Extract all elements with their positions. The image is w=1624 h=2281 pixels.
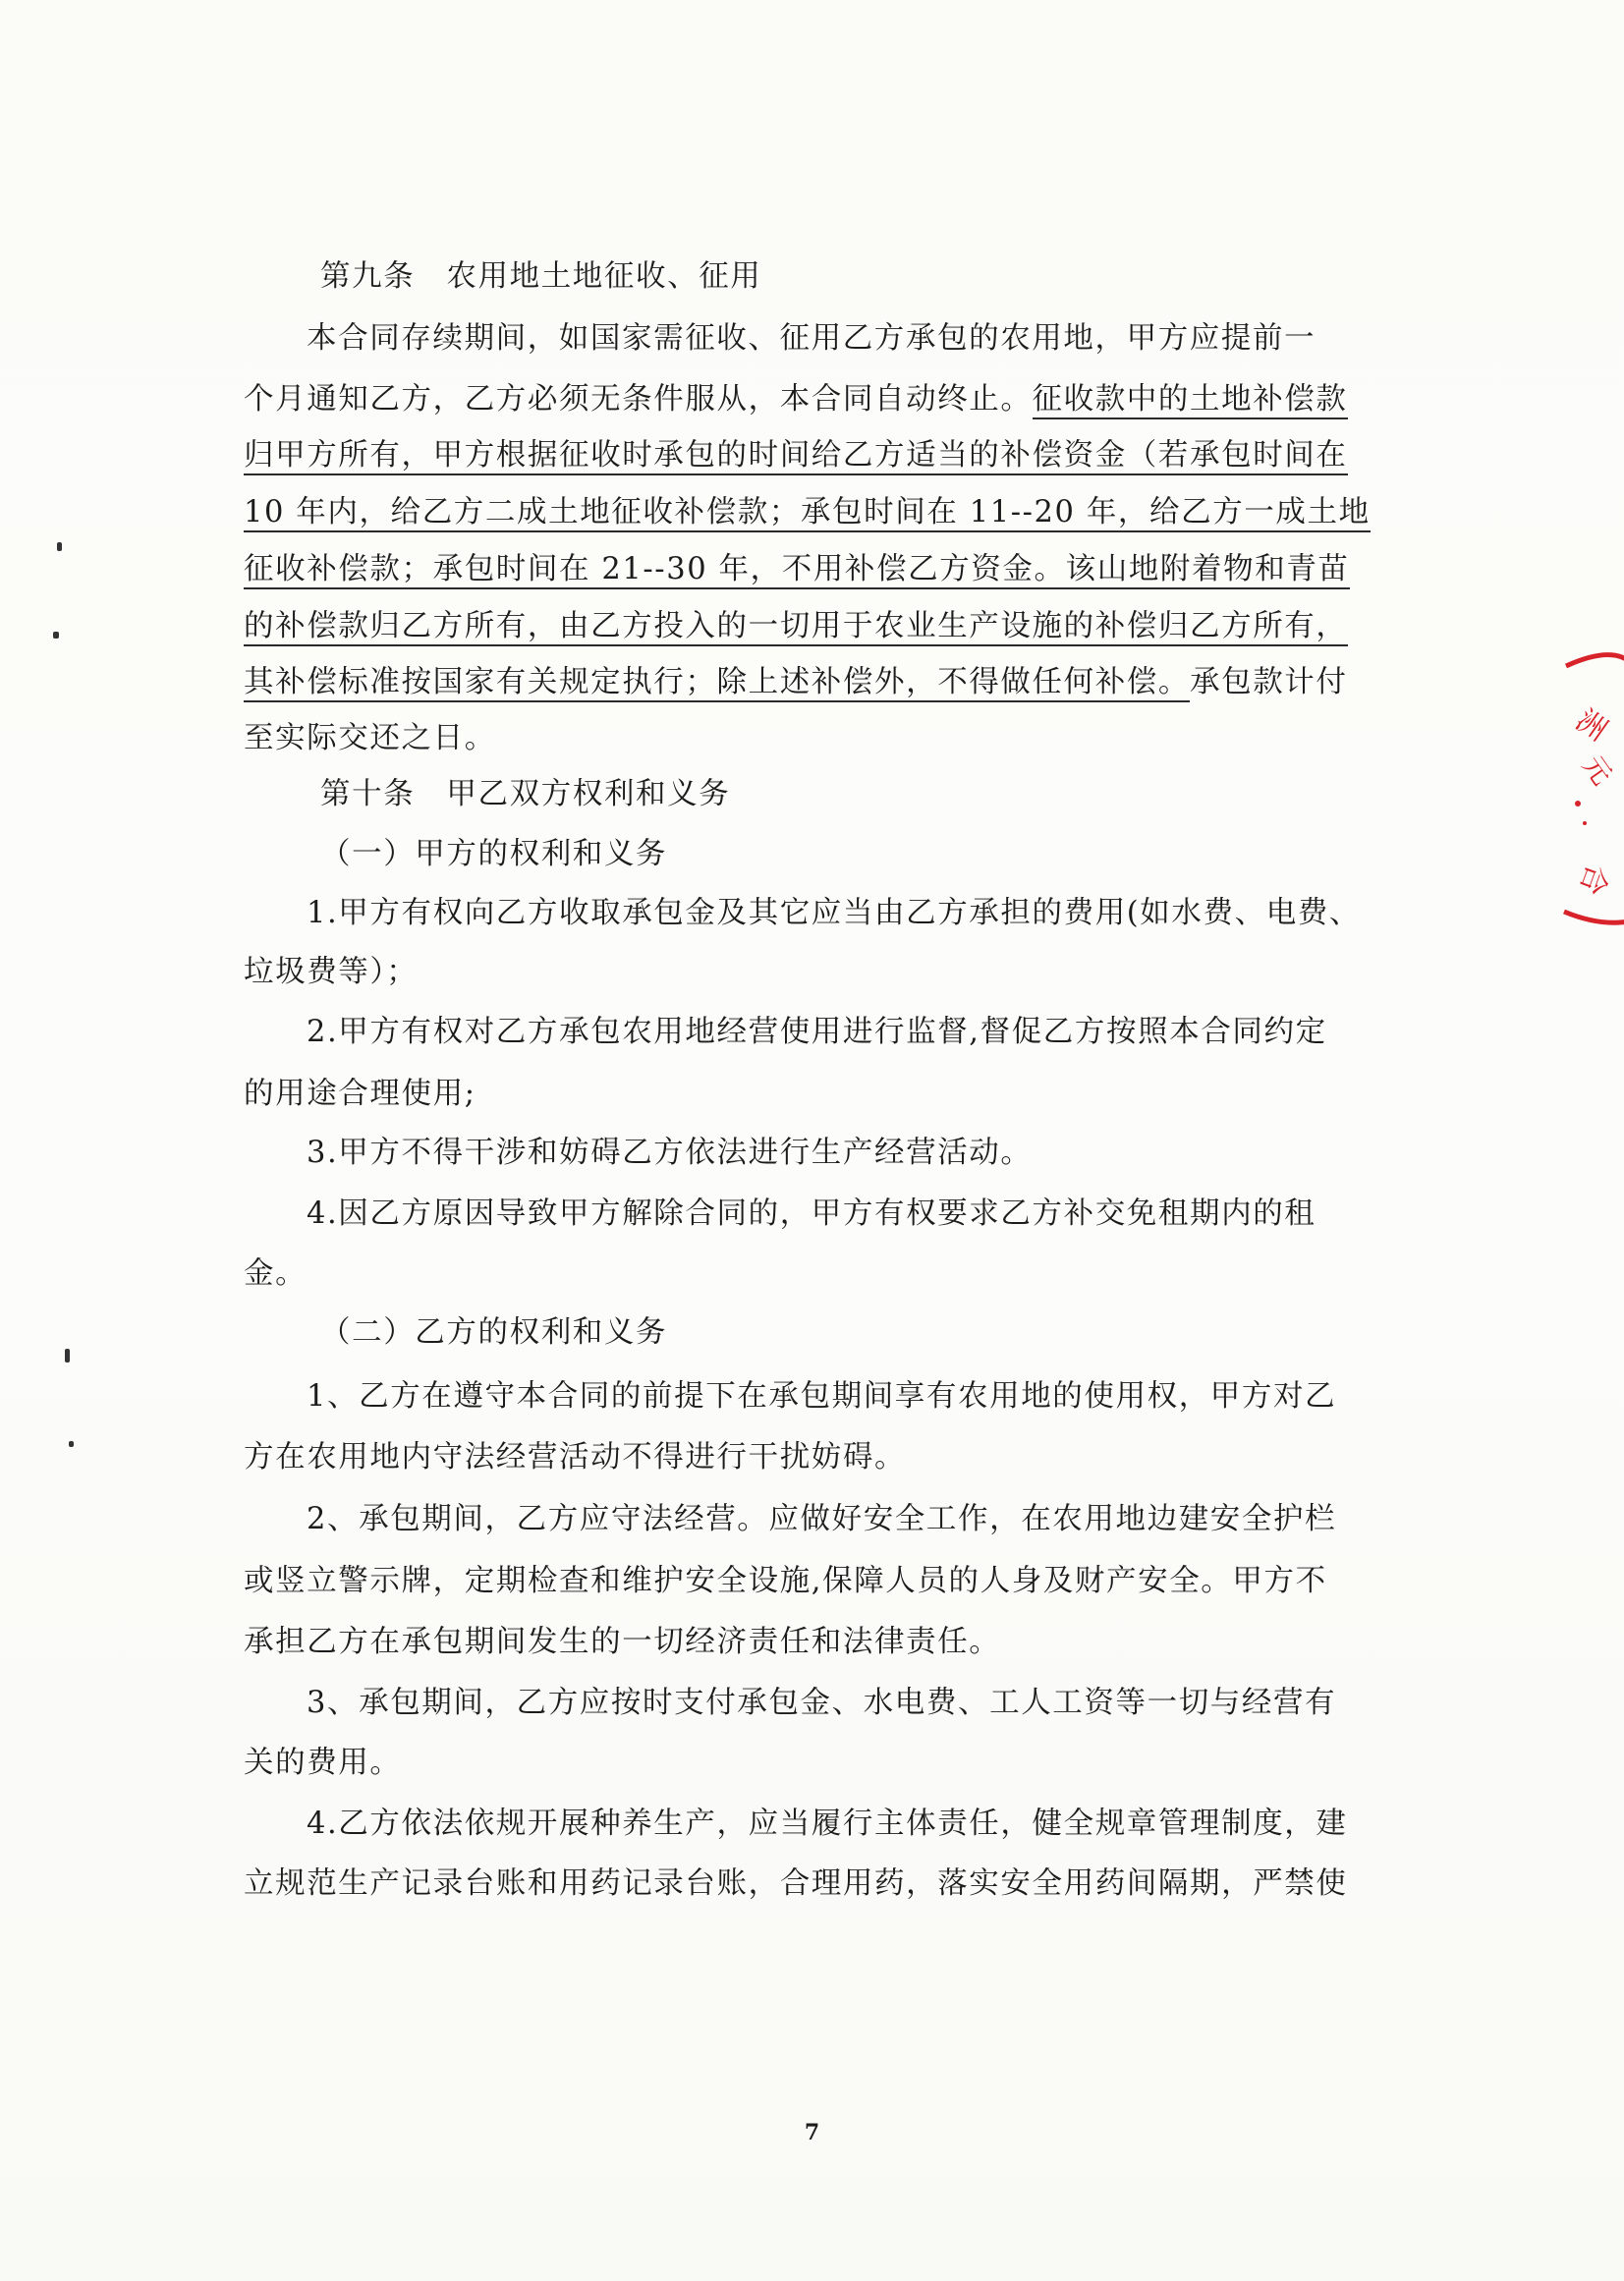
text-segment: 垃圾费等）； — [244, 955, 419, 989]
underlined-text: 征收补偿款；承包时间在 21--30 年，不用补偿乙方资金。该山地附着物和青苗 — [244, 552, 1350, 589]
text-line — [244, 663, 1348, 702]
scan-speck — [53, 632, 59, 639]
text-line — [244, 1075, 476, 1114]
underlined-text: 归甲方所有，甲方根据征收时承包的时间给乙方适当的补偿资金（若承包时间在 — [244, 438, 1348, 475]
text-line — [244, 1438, 906, 1477]
svg-text:合: 合 — [1572, 860, 1615, 900]
text-segment: 方在农用地内守法经营活动不得进行干扰妨碍。 — [244, 1440, 907, 1474]
text-segment: 2、承包期间，乙方应守法经营。应做好安全工作，在农用地边建安全护栏 — [307, 1502, 1337, 1536]
underlined-text: 其补偿标准按国家有关规定执行；除上述补偿外，不得做任何补偿。 — [244, 665, 1190, 702]
text-segment: 承包款计付 — [1190, 665, 1348, 699]
text-segment: 第九条 农用地土地征收、征用 — [320, 259, 762, 294]
text-line — [244, 1500, 1336, 1539]
text-line — [244, 607, 1348, 646]
text-segment: 立规范生产记录台账和用药记录台账，合理用药，落实安全用药间隔期，严禁使 — [244, 1866, 1348, 1901]
text-segment: 关的费用。 — [244, 1746, 402, 1780]
text-segment: 金。 — [244, 1256, 308, 1291]
text-line — [244, 1562, 1327, 1601]
text-line — [244, 1013, 1327, 1052]
text-line — [244, 436, 1348, 475]
text-line — [244, 380, 1348, 419]
text-segment: 1.甲方有权向乙方收取承包金及其它应当由乙方承担的费用(如水费、电费、 — [307, 896, 1361, 930]
text-line — [244, 719, 496, 758]
scan-speck — [57, 542, 62, 551]
text-line — [244, 257, 761, 297]
text-segment: 承担乙方在承包期间发生的一切经济责任和法律责任。 — [244, 1625, 1001, 1659]
text-line — [244, 1805, 1348, 1844]
text-line — [244, 1313, 667, 1353]
text-segment: 至实际交还之日。 — [244, 721, 496, 755]
text-line — [244, 1744, 402, 1783]
text-segment: 4.乙方依法依规开展种养生产，应当履行主体责任，健全规章管理制度，建 — [307, 1807, 1348, 1841]
text-line — [244, 1684, 1336, 1723]
underlined-text: 10 年内，给乙方二成土地征收补偿款；承包时间在 11--20 年，给乙方一成土地 — [244, 495, 1371, 532]
text-line — [244, 1195, 1316, 1234]
text-segment: （二）乙方的权利和义务 — [320, 1315, 668, 1350]
text-line — [244, 835, 667, 874]
text-segment: 4.因乙方原因导致甲方解除合同的，甲方有权要求乙方补交免租期内的租 — [307, 1196, 1316, 1231]
text-line — [244, 1377, 1336, 1417]
text-segment: 的用途合理使用; — [244, 1077, 476, 1111]
text-segment: 2.甲方有权对乙方承包农用地经营使用进行监督,督促乙方按照本合同约定 — [307, 1015, 1327, 1049]
text-line — [244, 953, 418, 992]
svg-text:洲: 洲 — [1569, 702, 1614, 749]
text-segment: 或竖立警示牌，定期检查和维护安全设施,保障人员的人身及财产安全。甲方不 — [244, 1564, 1327, 1598]
text-segment: 1、乙方在遵守本合同的前提下在承包期间享有农用地的使用权，甲方对乙 — [307, 1379, 1337, 1414]
scan-speck — [65, 1349, 70, 1363]
text-line — [244, 1623, 1000, 1662]
seal-stamp-icon — [1560, 627, 1624, 951]
text-segment: 个月通知乙方，乙方必须无条件服从，本合同自动终止。 — [244, 382, 1033, 417]
text-segment: 本合同存续期间，如国家需征收、征用乙方承包的农用地，甲方应提前一 — [307, 321, 1316, 356]
text-segment: （一）甲方的权利和义务 — [320, 837, 668, 871]
text-line — [244, 1254, 307, 1294]
text-line — [244, 775, 730, 814]
text-line — [244, 550, 1350, 589]
underlined-text: 的补偿款归乙方所有，由乙方投入的一切用于农业生产设施的补偿归乙方所有， — [244, 609, 1348, 646]
text-line — [244, 1864, 1348, 1904]
page-number: 7 — [804, 2120, 820, 2145]
text-segment: 3.甲方不得干涉和妨碍乙方依法进行生产经营活动。 — [307, 1136, 1033, 1170]
svg-text:元: 元 — [1576, 750, 1619, 791]
scan-speck — [69, 1441, 74, 1447]
underlined-text: 征收款中的土地补偿款 — [1033, 382, 1348, 419]
text-line — [244, 894, 1361, 933]
text-line — [244, 493, 1371, 532]
text-line — [244, 1134, 1033, 1173]
text-segment: 3、承包期间，乙方应按时支付承包金、水电费、工人工资等一切与经营有 — [307, 1686, 1337, 1720]
text-line — [244, 319, 1316, 359]
text-segment: 第十条 甲乙双方权利和义务 — [320, 777, 731, 811]
